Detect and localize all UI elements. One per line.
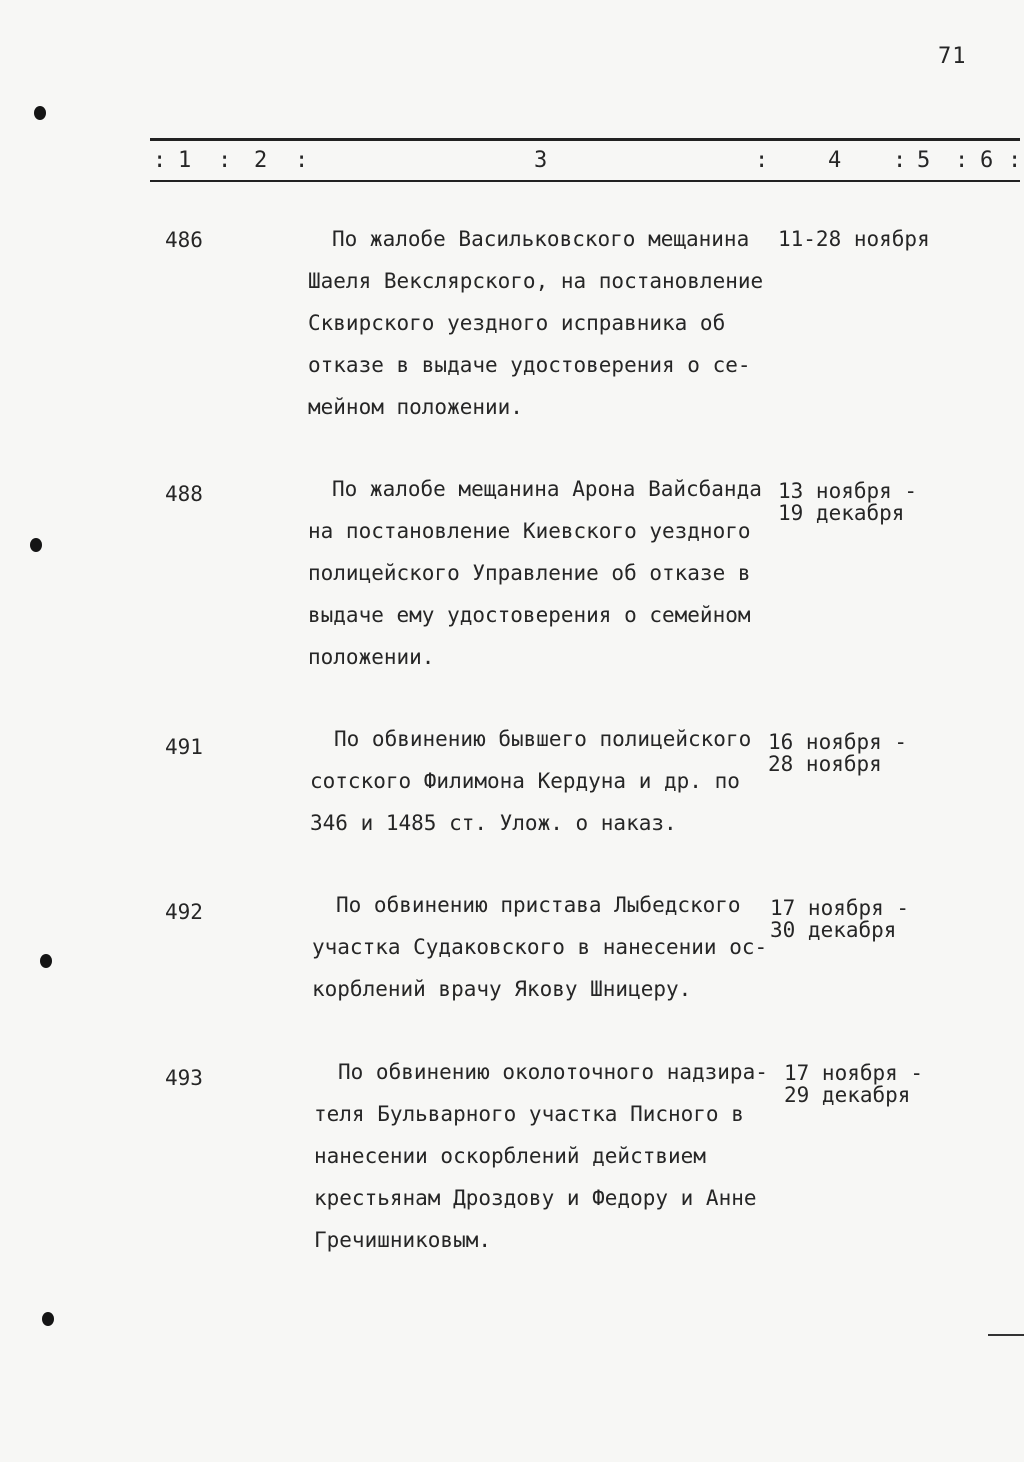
entry-dates — [778, 480, 917, 524]
column-header-5: 5 — [917, 148, 931, 173]
entry-text-line: По обвинению околоточного надзира- — [338, 1060, 768, 1084]
column-header-3: 3 — [534, 148, 548, 173]
entry-text-line: положении. — [308, 645, 435, 669]
entry-description — [310, 718, 751, 844]
entry-date-line: 29 декабря — [784, 1083, 911, 1107]
entry-number: 488 — [165, 482, 203, 506]
entry-text-line: нанесении оскорблений действием — [314, 1144, 706, 1168]
punch-hole — [42, 1312, 54, 1326]
entry-text-line: По жалобе мещанина Арона Вайсбанда — [332, 477, 762, 501]
entry-number: 493 — [165, 1066, 203, 1090]
entry-date-line: 17 ноября - — [784, 1061, 924, 1085]
punch-hole — [34, 106, 46, 120]
entry-date-line: 11-28 ноября — [778, 227, 930, 251]
header-separator: : — [295, 148, 309, 173]
header-separator: : — [153, 148, 167, 173]
entry-dates — [784, 1062, 923, 1106]
entry-text-line: 346 и 1485 ст. Улож. о наказ. — [310, 811, 677, 835]
entry-text-line: Шаеля Векслярского, на постановление — [308, 269, 764, 293]
entry-text-line: полицейского Управление об отказе в — [308, 561, 751, 585]
edge-mark — [988, 1334, 1024, 1336]
header-separator: : — [893, 148, 907, 173]
entry-text-line: По обвинению пристава Лыбедского — [336, 893, 741, 917]
header-separator: : — [755, 148, 769, 173]
column-header-1: 1 — [178, 148, 192, 173]
entry-text-line: крестьянам Дроздову и Федору и Анне — [314, 1186, 757, 1210]
entry-dates — [768, 731, 907, 775]
entry-text-line: выдаче ему удостоверения о семейном — [308, 603, 751, 627]
header-bottom-rule — [150, 180, 1020, 182]
entry-date-line: 17 ноября - — [770, 896, 910, 920]
entry-date-line: 16 ноября - — [768, 730, 908, 754]
punch-hole — [40, 954, 52, 968]
entry-date-line: 13 ноября - — [778, 479, 918, 503]
entry-date-line: 19 декабря — [778, 501, 905, 525]
entry-date-line: 30 декабря — [770, 918, 897, 942]
header-separator: : — [955, 148, 969, 173]
column-header-4: 4 — [828, 148, 842, 173]
entry-description — [314, 1051, 768, 1261]
column-header-2: 2 — [254, 148, 268, 173]
entry-text-line: отказе в выдаче удостоверения о се- — [308, 353, 751, 377]
header-separator: : — [1008, 148, 1022, 173]
entry-text-line: участка Судаковского в нанесении ос- — [312, 935, 768, 959]
entry-text-line: сотского Филимона Кердуна и др. по — [310, 769, 740, 793]
entry-dates — [778, 228, 930, 250]
entry-text-line: на постановление Киевского уездного — [308, 519, 751, 543]
entry-description — [312, 884, 767, 1010]
header-top-rule — [150, 138, 1020, 141]
entry-text-line: корблений врачу Якову Шницеру. — [312, 977, 692, 1001]
entry-date-line: 28 ноября — [768, 752, 882, 776]
header-separator: : — [218, 148, 232, 173]
entry-description — [308, 468, 762, 678]
entry-text-line: По обвинению бывшего полицейского — [334, 727, 752, 751]
entry-text-line: мейном положении. — [308, 395, 523, 419]
entry-text-line: Сквирского уездного исправника об — [308, 311, 726, 335]
punch-hole — [30, 538, 42, 552]
entry-number: 492 — [165, 900, 203, 924]
entry-dates — [770, 897, 909, 941]
entry-text-line: По жалобе Васильковского мещанина — [332, 227, 750, 251]
page-number: 71 — [938, 44, 967, 69]
entry-text-line: Гречишниковым. — [314, 1228, 492, 1252]
entry-number: 486 — [165, 228, 203, 252]
entry-number: 491 — [165, 735, 203, 759]
column-header-6: 6 — [980, 148, 994, 173]
entry-description — [308, 218, 763, 428]
entry-text-line: теля Бульварного участка Писного в — [314, 1102, 744, 1126]
